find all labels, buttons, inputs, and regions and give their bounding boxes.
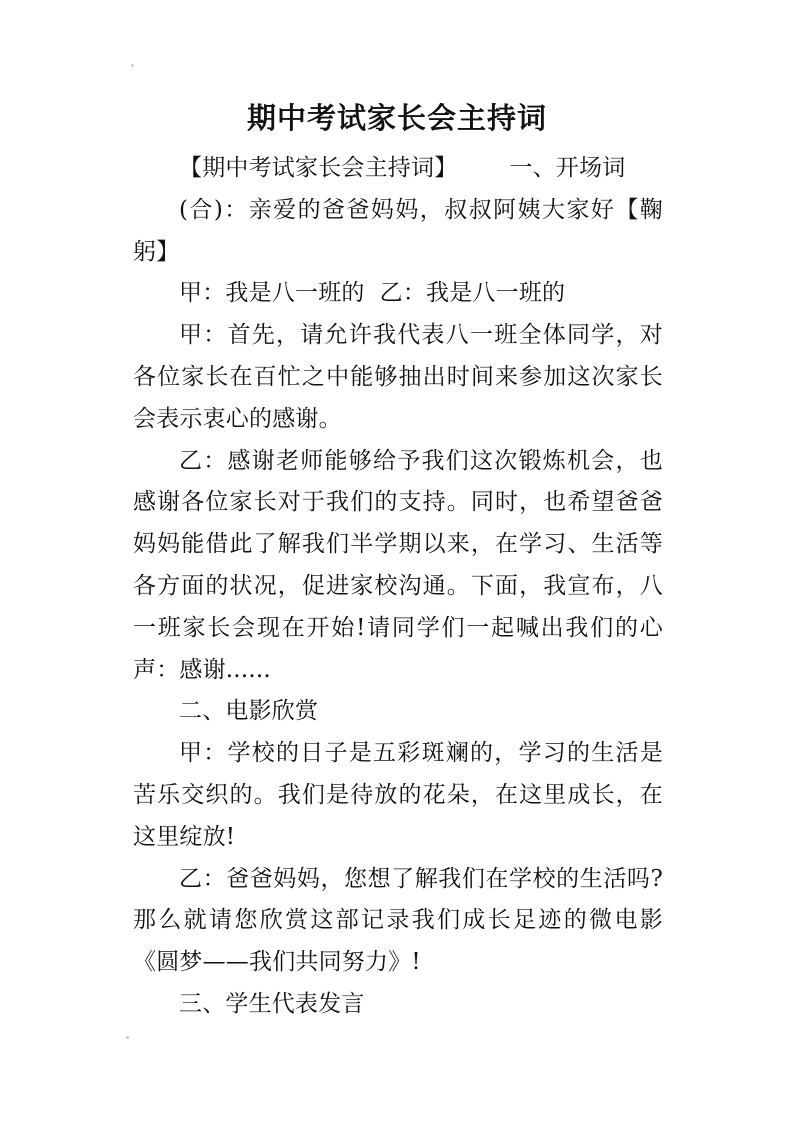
header-label: 【期中考试家长会主持词】 [179,155,458,181]
paragraph: 甲：首先，请允许我代表八一班全体同学，对各位家长在百忙之中能够抽出时间来参加这次家长会表示衷心的感谢。 [133,322,663,432]
scan-speck [126,1036,129,1039]
scan-speck [131,64,134,67]
paragraph: (合)：亲爱的爸爸妈妈，叔叔阿姨大家好【鞠躬】 [133,196,663,265]
paragraph: 甲：我是八一班的 乙：我是八一班的 [179,280,566,307]
document-title: 期中考试家长会主持词 [246,101,547,135]
section-heading-speech: 三、学生代表发言 [179,990,365,1017]
heading-line [133,148,663,190]
paragraph: 甲：学校的日子是五彩斑斓的，学习的生活是苦乐交织的。我们是待放的花朵，在这里成长，在这里绽放! [133,740,663,850]
document-body [133,148,663,1026]
paragraph: 乙：感谢老师能够给予我们这次锻炼机会，也感谢各位家长对于我们的支持。同时，也希望爸爸妈妈能借此了解我们半学期以来，在学习、生活等各方面的状况，促进家校沟通。下面，我宣布，八一班家长会现在开始!请同学们一起喊出我们的心声：感谢...... [133,447,663,683]
paragraph: 乙：爸爸妈妈，您想了解我们在学校的生活吗?那么就请您欣赏这部记录我们成长足迹的微电影《圆梦——我们共同努力》! [133,865,663,976]
section-heading-opening: 一、开场词 [509,155,626,181]
section-heading-movie: 二、电影欣赏 [179,698,319,725]
